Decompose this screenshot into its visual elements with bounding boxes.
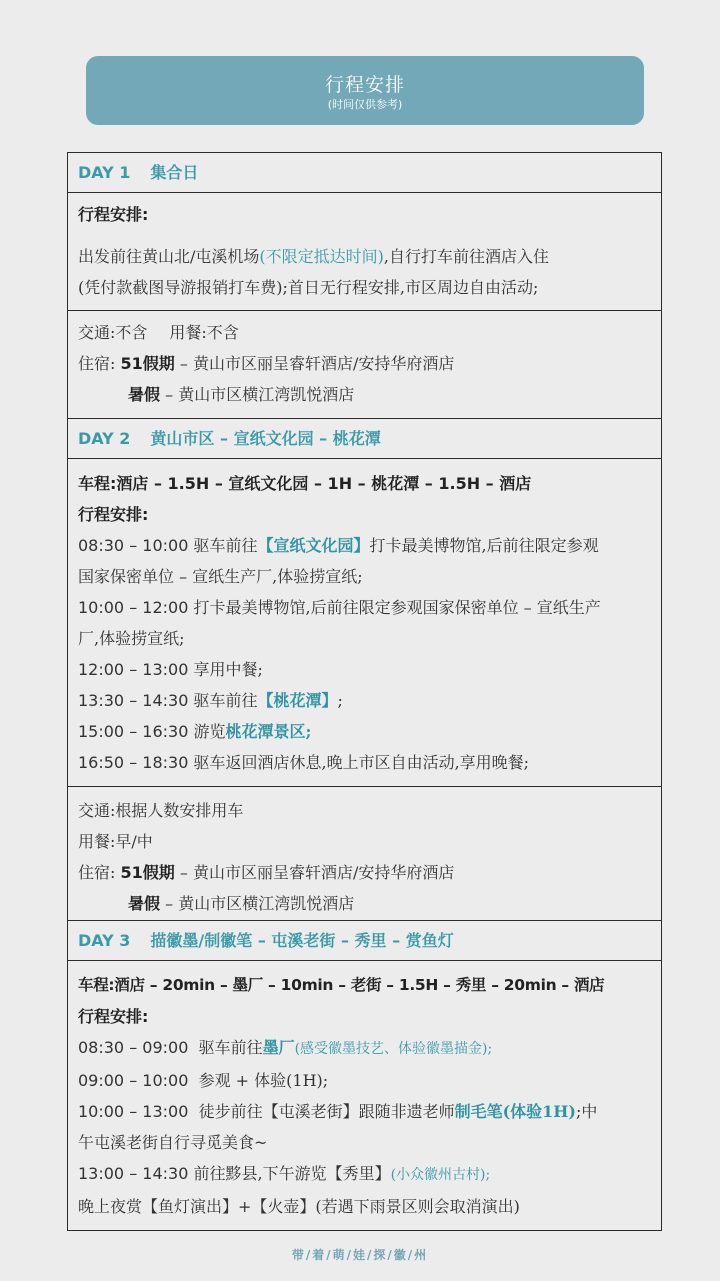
day2-title: 黄山市区 – 宣纸文化园 – 桃花潭 bbox=[150, 429, 381, 448]
day2-number: DAY 2 bbox=[78, 429, 131, 448]
day1-plan-label: 行程安排: bbox=[78, 205, 149, 224]
time: 15:00 – 16:30 bbox=[78, 722, 189, 741]
stay-label: 住宿: bbox=[78, 354, 116, 373]
day2-item-5 bbox=[78, 716, 651, 747]
day1-stay2 bbox=[78, 379, 651, 410]
text: 驱车返回酒店休息,晚上市区自由活动,享用晚餐; bbox=[193, 753, 530, 772]
day1-header bbox=[68, 153, 661, 193]
day2-item-1 bbox=[78, 530, 651, 561]
text: ,自行打车前往酒店入住 bbox=[383, 247, 549, 266]
highlight: 【宣纸文化园】 bbox=[257, 536, 370, 555]
day2-info bbox=[68, 787, 661, 921]
day1-plan bbox=[68, 193, 661, 311]
text: 享用中餐; bbox=[193, 660, 263, 679]
time: 10:00 – 12:00 bbox=[78, 598, 189, 617]
day3-item-3 bbox=[78, 1096, 651, 1127]
day2-item-2-cont: 厂,体验捞宣纸; bbox=[78, 629, 185, 648]
day3-item-5: 晚上夜赏【鱼灯演出】+【火壶】(若遇下雨景区则会取消演出) bbox=[78, 1197, 520, 1216]
highlight: 【桃花潭】 bbox=[257, 691, 338, 710]
day2-route: 车程:酒店 – 1.5H – 宣纸文化园 – 1H – 桃花潭 – 1.5H – 酒店 bbox=[78, 474, 532, 493]
time: 12:00 – 13:00 bbox=[78, 660, 189, 679]
day2-item-1-cont: 国家保密单位 – 宣纸生产厂,体验捞宣纸; bbox=[78, 567, 363, 586]
day3-route: 车程:酒店 – 20min – 墨厂 – 10min – 老街 – 1.5H – 秀里 – 20min – 酒店 bbox=[78, 976, 605, 994]
itinerary-table bbox=[67, 152, 662, 1231]
highlight: 墨厂 bbox=[262, 1038, 295, 1057]
text: 打卡最美博物馆,后前往限定参观 bbox=[369, 536, 599, 555]
stay-hotel: – 黄山市区横江湾凯悦酒店 bbox=[165, 385, 355, 404]
day2-item-3 bbox=[78, 654, 651, 685]
day2-item-4 bbox=[78, 685, 651, 716]
day3-item-2 bbox=[78, 1065, 651, 1096]
day2-stay1 bbox=[78, 857, 651, 888]
day3-number: DAY 3 bbox=[78, 931, 131, 950]
time: 08:30 – 09:00 bbox=[78, 1038, 189, 1057]
page-subtitle: (时间仅供参考) bbox=[327, 98, 403, 111]
day3-item-1 bbox=[78, 1032, 651, 1065]
day2-transport: 交通:根据人数安排用车 bbox=[78, 801, 244, 820]
time: 13:30 – 14:30 bbox=[78, 691, 189, 710]
stay-tag: 51假期 bbox=[120, 354, 175, 373]
day2-plan-label: 行程安排: bbox=[78, 505, 149, 524]
text: 驱车前往 bbox=[198, 1038, 263, 1057]
stay-label: 住宿: bbox=[78, 863, 116, 882]
highlight: 制毛笔(体验1H) bbox=[454, 1102, 576, 1121]
transport: 交通:不含 bbox=[78, 323, 148, 342]
text: 前往黟县,下午游览【秀里】 bbox=[193, 1164, 391, 1183]
text: 驱车前往 bbox=[193, 691, 258, 710]
meal: 用餐:不含 bbox=[169, 323, 239, 342]
text: 驱车前往 bbox=[193, 536, 258, 555]
day2-stay2 bbox=[78, 888, 651, 919]
day3-item-3-cont: 午屯溪老街自行寻觅美食~ bbox=[78, 1133, 268, 1152]
note: (小众徽州古村); bbox=[390, 1167, 491, 1183]
day3-plan bbox=[68, 961, 661, 1231]
note: (不限定抵达时间) bbox=[259, 247, 384, 266]
time: 08:30 – 10:00 bbox=[78, 536, 189, 555]
day1-title: 集合日 bbox=[150, 163, 199, 182]
day2-meal: 用餐:早/中 bbox=[78, 832, 153, 851]
text: 打卡最美博物馆,后前往限定参观国家保密单位 – 宣纸生产 bbox=[193, 598, 601, 617]
day1-plan-line1 bbox=[78, 241, 651, 272]
note: (感受徽墨技艺、体验徽墨描金); bbox=[294, 1041, 493, 1057]
stay-tag: 51假期 bbox=[120, 863, 175, 882]
day1-plan-line2: (凭付款截图导游报销打车费);首日无行程安排,市区周边自由活动; bbox=[78, 278, 539, 297]
day3-header bbox=[68, 921, 661, 961]
day3-item-4 bbox=[78, 1158, 651, 1191]
day3-title: 描徽墨/制徽笔 – 屯溪老街 – 秀里 – 赏鱼灯 bbox=[150, 931, 454, 950]
text: 徒步前往【屯溪老街】跟随非遗老师 bbox=[198, 1102, 455, 1121]
page-title: 行程安排 bbox=[324, 74, 405, 96]
day1-stay1 bbox=[78, 348, 651, 379]
day2-item-6 bbox=[78, 747, 651, 778]
day2-item-2 bbox=[78, 592, 651, 623]
stay-tag: 暑假 bbox=[128, 894, 161, 913]
day3-plan-label: 行程安排: bbox=[78, 1007, 149, 1026]
text: ; bbox=[337, 691, 343, 710]
day2-plan bbox=[68, 459, 661, 787]
day1-number: DAY 1 bbox=[78, 163, 131, 182]
day1-info bbox=[68, 311, 661, 419]
header-banner bbox=[86, 56, 644, 125]
text: 参观 + 体验(1H); bbox=[198, 1071, 329, 1090]
time: 13:00 – 14:30 bbox=[78, 1164, 189, 1183]
time: 16:50 – 18:30 bbox=[78, 753, 189, 772]
stay-hotel: – 黄山市区丽呈睿轩酒店/安持华府酒店 bbox=[179, 354, 455, 373]
highlight: 桃花潭景区; bbox=[225, 722, 312, 741]
text: 出发前往黄山北/屯溪机场 bbox=[78, 247, 260, 266]
stay-hotel: – 黄山市区丽呈睿轩酒店/安持华府酒店 bbox=[179, 863, 455, 882]
stay-hotel: – 黄山市区横江湾凯悦酒店 bbox=[165, 894, 355, 913]
footer-tagline: 带/着/萌/娃/探/徽/州 bbox=[291, 1248, 429, 1262]
day2-header bbox=[68, 419, 661, 459]
day1-transport-meal bbox=[78, 317, 651, 348]
text: 游览 bbox=[193, 722, 226, 741]
time: 10:00 – 13:00 bbox=[78, 1102, 189, 1121]
stay-tag: 暑假 bbox=[128, 385, 161, 404]
text: ;中 bbox=[575, 1102, 598, 1121]
time: 09:00 – 10:00 bbox=[78, 1071, 189, 1090]
